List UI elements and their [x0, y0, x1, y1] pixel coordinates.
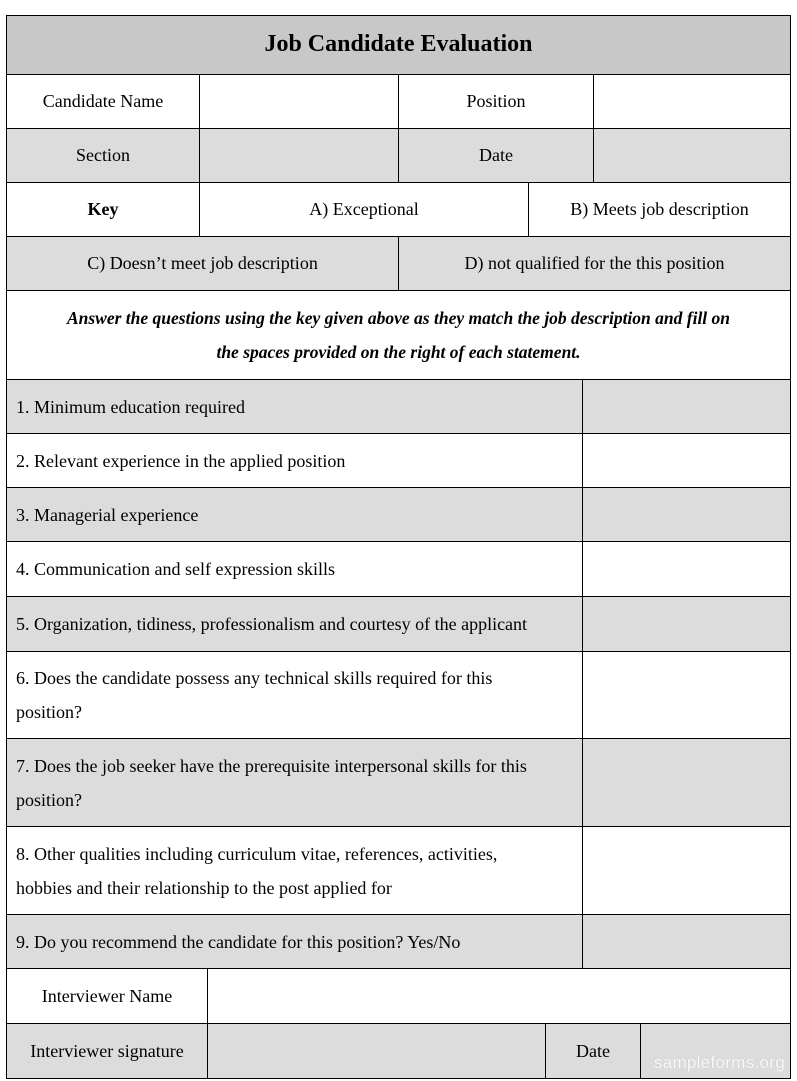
key-option-d-cell	[398, 236, 791, 291]
instructions-line-1: Answer the questions using the key given above as they match the job description and fill on	[66, 308, 731, 328]
interviewer-signature-field[interactable]	[207, 1023, 546, 1079]
interviewer-name-field[interactable]	[207, 968, 791, 1024]
date-field[interactable]	[593, 128, 791, 183]
answer-field[interactable]	[582, 738, 791, 827]
question-row	[6, 541, 583, 597]
form-title	[6, 15, 791, 75]
section-label-cell	[6, 128, 200, 183]
question-text: 9. Do you recommend the candidate for this position? Yes/No	[16, 931, 461, 952]
question-text-line-2: hobbies and their relationship to the post applied for	[16, 877, 392, 898]
question-row	[6, 738, 583, 827]
question-row	[6, 914, 583, 969]
answer-field[interactable]	[582, 914, 791, 969]
section-label: Section	[76, 145, 130, 166]
question-text-line-2: position?	[16, 702, 82, 722]
candidate-name-label: Candidate Name	[42, 91, 164, 112]
candidate-name-label-cell	[6, 74, 200, 129]
date-label: Date	[479, 145, 513, 166]
question-text-line-2: position?	[16, 789, 82, 810]
form-title-text: Job Candidate Evaluation	[264, 31, 533, 58]
question-row	[6, 379, 583, 434]
question-text-line-1: 8. Other qualities including curriculum vitae, references, activities,	[16, 843, 498, 864]
question-text: 5. Organization, tidiness, professionalism and courtesy of the applicant	[16, 614, 528, 634]
key-label-cell	[6, 182, 200, 237]
key-label: Key	[87, 199, 119, 220]
candidate-name-field[interactable]	[199, 74, 399, 129]
question-row	[6, 596, 583, 652]
key-option-d: D) not qualified for the this position	[464, 253, 725, 274]
question-row	[6, 433, 583, 488]
answer-field[interactable]	[582, 596, 791, 652]
answer-field[interactable]	[582, 541, 791, 597]
question-text: 1. Minimum education required	[16, 396, 245, 417]
footer-date-label: Date	[576, 1040, 610, 1061]
interviewer-name-label-cell	[6, 968, 208, 1024]
answer-field[interactable]	[582, 487, 791, 542]
answer-field[interactable]	[582, 433, 791, 488]
position-label: Position	[466, 91, 526, 112]
interviewer-signature-label: Interviewer signature	[30, 1040, 184, 1061]
key-option-b: B) Meets job description	[570, 199, 749, 220]
key-option-a-cell	[199, 182, 529, 237]
position-field[interactable]	[593, 74, 791, 129]
date-label-cell	[398, 128, 594, 183]
key-option-c: C) Doesn’t meet job description	[87, 253, 318, 274]
answer-field[interactable]	[582, 651, 791, 739]
question-row	[6, 826, 583, 915]
interviewer-name-label: Interviewer Name	[41, 985, 173, 1006]
instructions	[6, 290, 791, 380]
question-text-line-1: 6. Does the candidate possess any technical skills required for this	[16, 668, 493, 688]
key-option-c-cell	[6, 236, 399, 291]
question-text: 3. Managerial experience	[16, 504, 199, 525]
key-option-b-cell	[528, 182, 791, 237]
watermark: sampleforms.org	[653, 1053, 785, 1072]
answer-field[interactable]	[582, 379, 791, 434]
key-option-a: A) Exceptional	[309, 199, 419, 220]
position-label-cell	[398, 74, 594, 129]
interviewer-signature-label-cell	[6, 1023, 208, 1079]
section-field[interactable]	[199, 128, 399, 183]
question-row	[6, 651, 583, 739]
question-text: 4. Communication and self expression skills	[16, 559, 335, 579]
question-row	[6, 487, 583, 542]
answer-field[interactable]	[582, 826, 791, 915]
footer-date-label-cell	[545, 1023, 641, 1079]
instructions-line-2: the spaces provided on the right of each statement.	[216, 342, 581, 362]
question-text: 2. Relevant experience in the applied position	[16, 450, 346, 471]
question-text-line-1: 7. Does the job seeker have the prerequisite interpersonal skills for this	[16, 755, 527, 776]
